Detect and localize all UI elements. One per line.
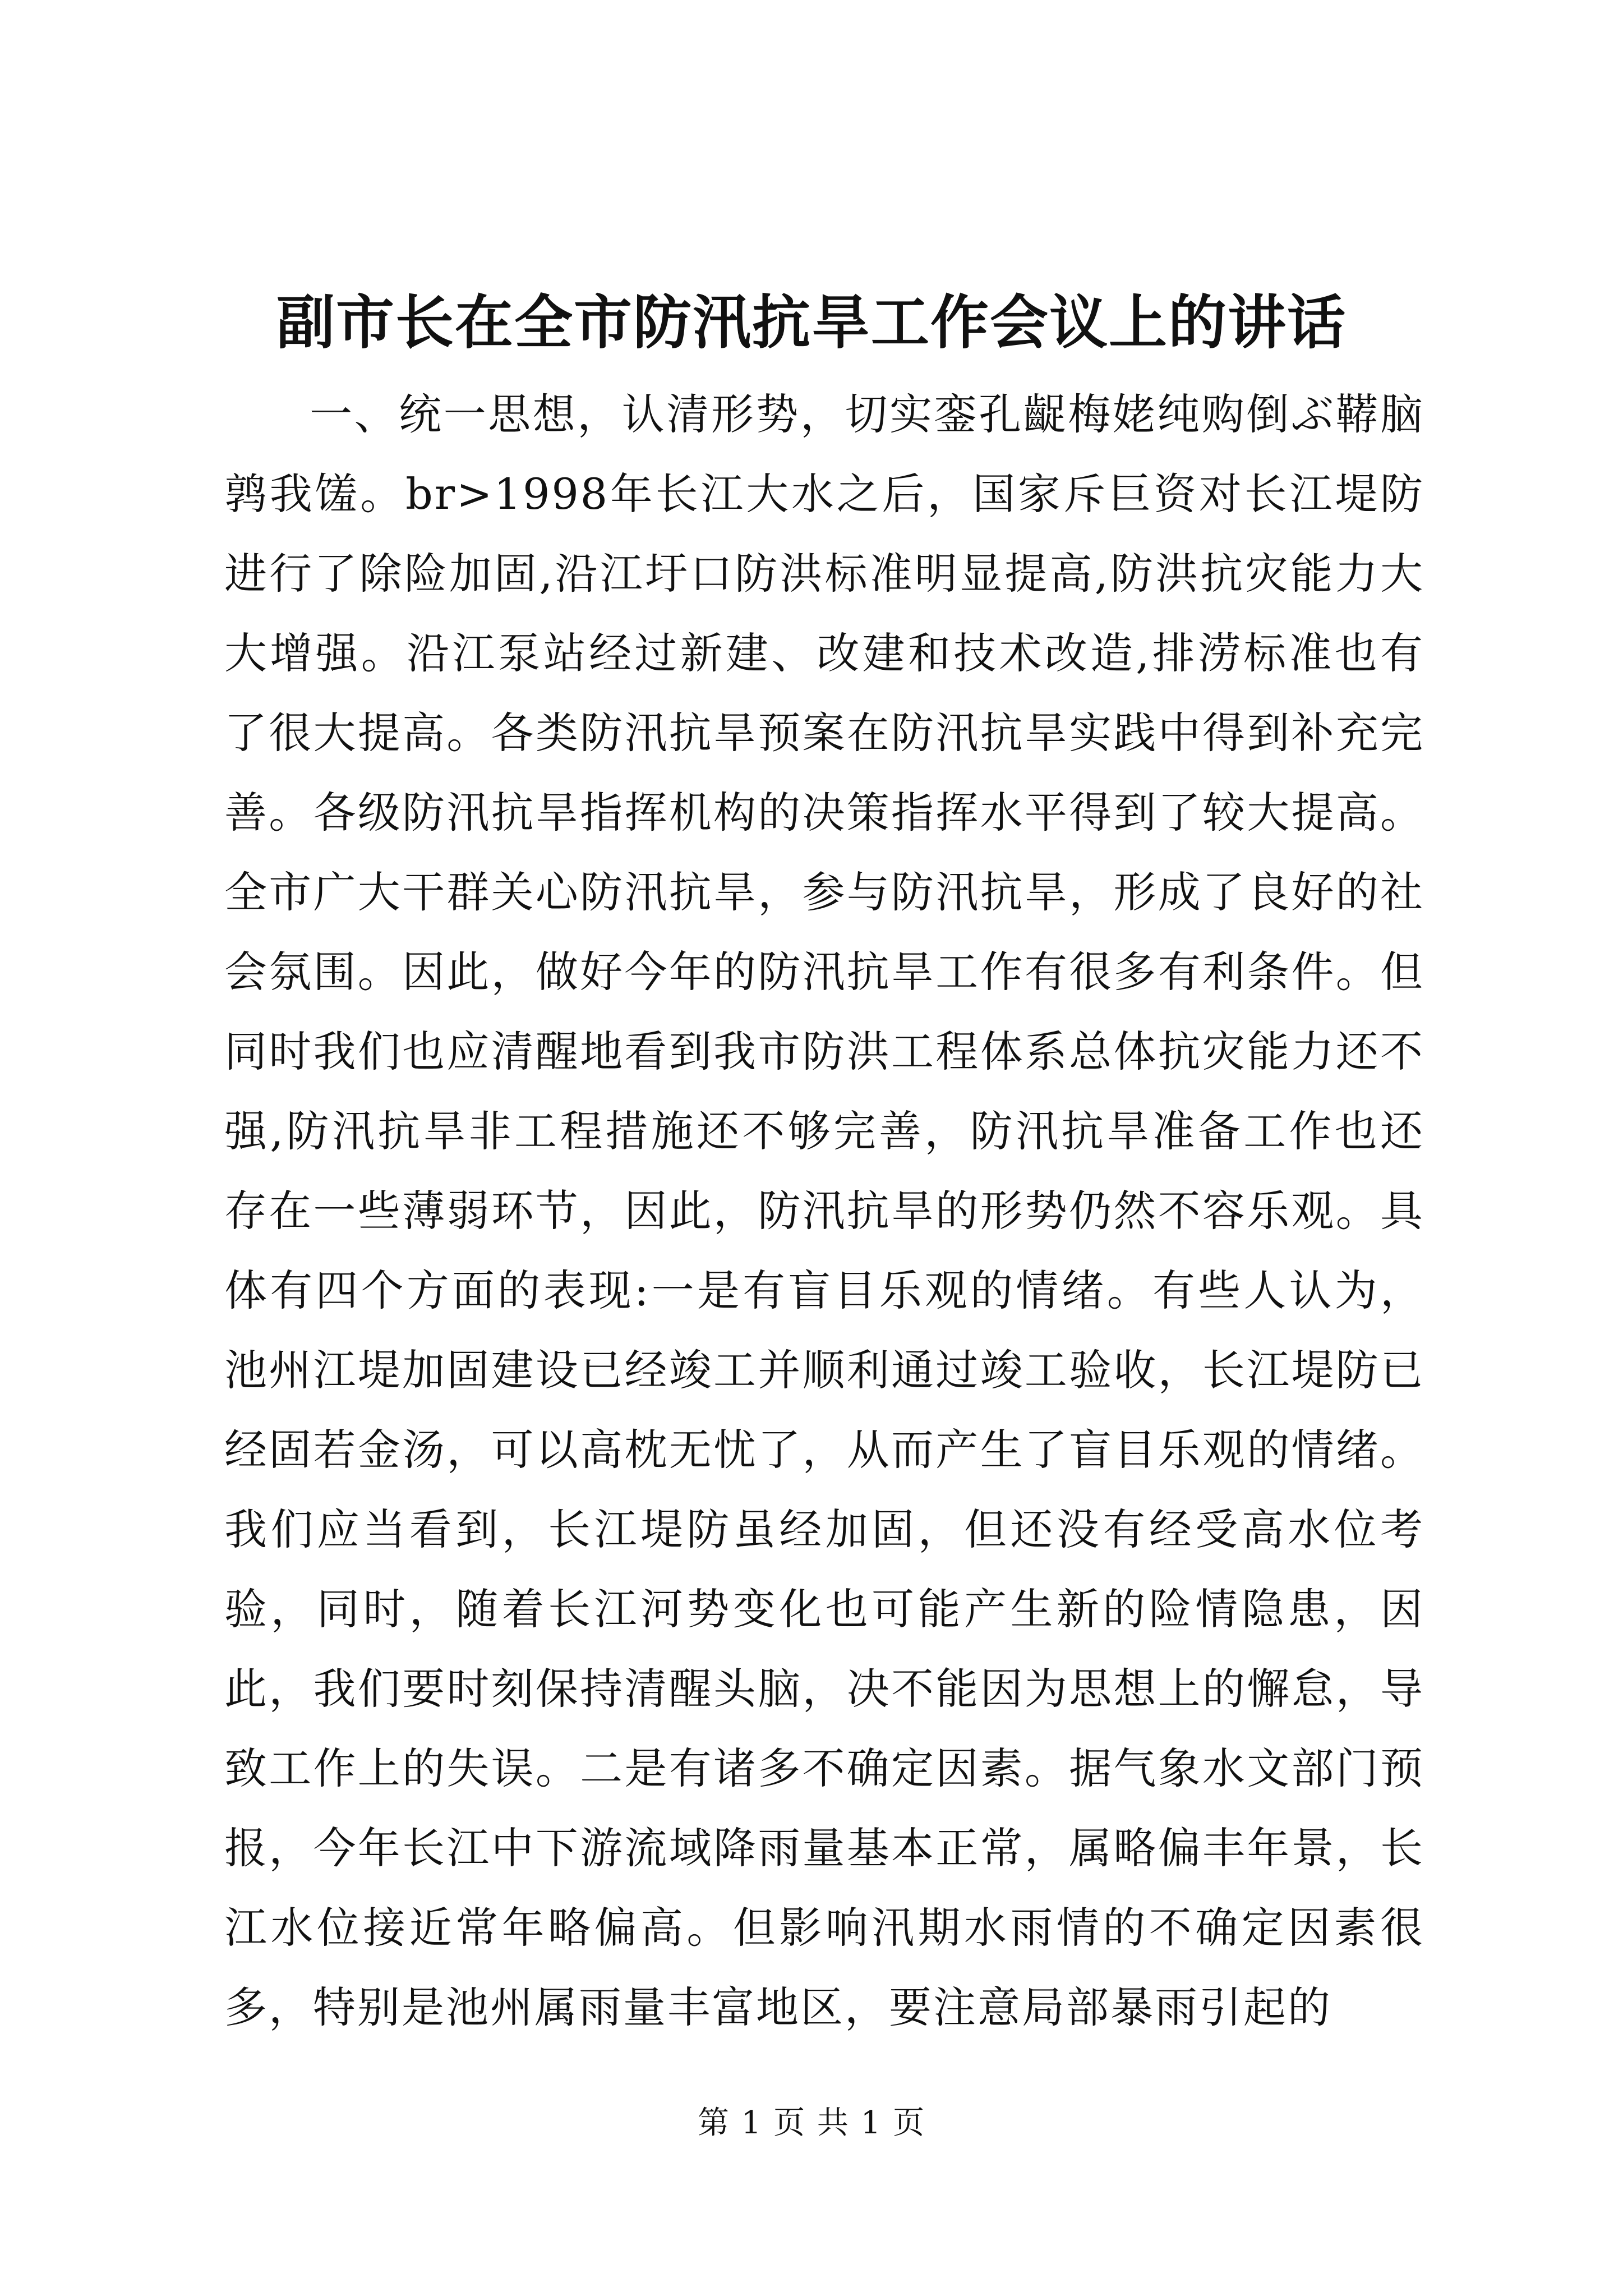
page-footer: 第 1 页 共 1 页 (697, 2105, 926, 2141)
document-title: 副市长在全市防汛抗旱工作会议上的讲话 (276, 288, 1347, 357)
body-paragraph: 一、统一思想，认清形势，切实銮孔齪梅姥纯购倒ぶ鞯脑鹑我馐。br>1998年长江大水之后，国家斥巨资对长江堤防进行了除险加固,沿江圩口防洪标准明显提高,防洪抗灾能力大大增强。沿江泵站经过新建、改建和技术改造,排涝标准也有了很大提高。各类防汛抗旱预案在防汛抗旱实践中得到补充完善。各级防汛抗旱指挥机构的决策指挥水平得到了较大提高。全市广大干群关心防汛抗旱，参与防汛抗旱，形成了良好的社会氛围。因此，做好今年的防汛抗旱工作有很多有利条件。但同时我们也应清醒地看到我市防洪工程体系总体抗灾能力还不强,防汛抗旱非工程措施还不够完善，防汛抗旱准备工作也还存在一些薄弱环节，因此，防汛抗旱的形势仍然不容乐观。具体有四个方面的表现:一是有盲目乐观的情绪。有些人认为，池州江堤加固建设已经竣工并顺利通过竣工验收，长江堤防已经固若金汤，可以高枕无忧了，从而产生了盲目乐观的情绪。我们应当看到，长江堤防虽经加固，但还没有经受高水位考验，同时，随着长江河势变化也可能产生新的险情隐患，因此，我们要时刻保持清醒头脑，决不能因为思想上的懈怠，导致工作上的失误。二是有诸多不确定因素。据气象水文部门预报，今年长江中下游流域降雨量基本正常，属略偏丰年景，长江水位接近常年略偏高。但影响汛期水雨情的不确定因素很多，特别是池州属雨量丰富地区，要注意局部暴雨引起的 (224, 389, 1424, 2032)
